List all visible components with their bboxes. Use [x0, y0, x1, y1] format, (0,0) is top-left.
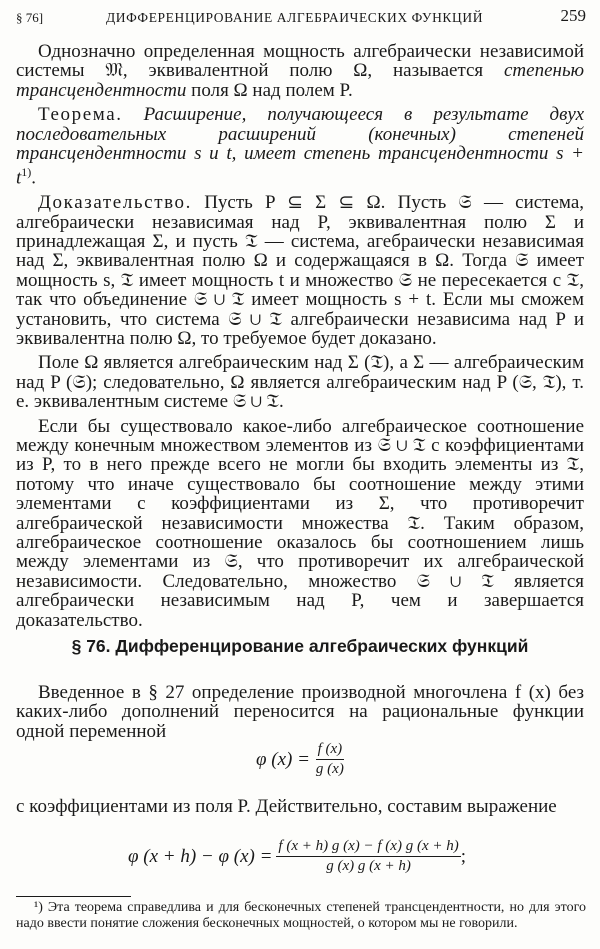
paragraph-theorem: Теорема. Расширение, получающееся в результате двух последовательных расширений (конечных) степеней трансцендентности s и t, имеет степень трансцендентности $s + t^{1)}$. — [16, 104, 584, 189]
theorem-label: Теорема. — [38, 104, 123, 126]
page-number: 259 — [560, 6, 586, 25]
running-title: ДИФФЕРЕНЦИРОВАНИЕ АЛГЕБРАИЧЕСКИХ ФУНКЦИЙ — [106, 10, 484, 25]
section-title: § 76. Дифференцирование алгебраических функций — [71, 636, 529, 656]
formula-phi-numerator: f (x) — [316, 741, 345, 760]
running-head — [16, 6, 586, 28]
paragraph-algebraic: Поле Ω является алгебраическим над Σ (𝔗), а Σ — алгебраическим над P (𝔖); следовательно, Ω является алгебраическим над P (𝔖, 𝔗), т. е. эквивалентным системе 𝔖 ∪ 𝔗. — [16, 352, 584, 413]
section-intro: Введенное в § 27 определение производной многочлена f (x) без каких-либо дополнений переносится на рациональные функции одной переменной — [16, 682, 584, 742]
proof-label: Доказательство. — [38, 192, 192, 214]
footnote: ¹) Эта теорема справедлива и для бесконечных степеней трансцендентности, но для этого надо ввести понятие сложения бесконечных мощностей, о котором мы не говорили. — [16, 900, 586, 931]
paragraph-definition: Однозначно определенная мощность алгебраически независимой системы 𝔐, эквивалентной полю Ω, называется степенью трансцендентности поля Ω над полем P. — [16, 41, 584, 101]
after-formula-text: с коэффициентами из поля P. Действительно, составим выражение — [16, 796, 557, 817]
formula-phi-denominator: g (x) — [315, 761, 344, 777]
main-text-block — [16, 42, 584, 630]
formula-difference-denominator: g (x) g (x + h) — [326, 858, 411, 874]
paragraph-independence: Если бы существовало какое-либо алгебраическое соотношение между конечным множеством элементов из 𝔖 ∪ 𝔗 с коэффициентами из P, то в него прежде всего не могли бы входить элементы из 𝔗, потому что иначе существовало бы соотношение между этими элементами с коэффициентами из Σ, что противоречит алгебраической независимости множества 𝔗. Таким образом, алгебраическое соотношение оказалось бы соотношением лишь между элементами из 𝔖, что противоречит их алгебраической независимости. Следовательно, множество 𝔖 ∪ 𝔗 является алгебраически независимым над P, чем и завершается доказательство. — [16, 415, 584, 631]
formula-difference: φ (x + h) − φ (x) = $\frac{f (x + h) g (x) - f (x) g (x + h)}{g (x) g (x + h)}$ ; — [128, 838, 466, 874]
footnote-marker: 1) — [21, 165, 32, 180]
formula-phi: φ (x) = $\frac{f (x)}{g (x)}$ — [256, 741, 344, 777]
footnote-divider — [16, 896, 131, 897]
formula-difference-numerator: f (x + h) g (x) − f (x) g (x + h) — [276, 838, 460, 857]
paragraph-proof: Доказательство. Пусть P ⊆ Σ ⊆ Ω. Пусть 𝔖 — система, алгебраически независимая над P, эквивалентная полю Σ и принадлежащая Σ, и пусть 𝔗 — система, агебраически независимая над Σ, эквивалентная полю Ω и содержащаяся в Ω. Тогда 𝔖 имеет мощность s, 𝔗 имеет мощность t и множество 𝔖 не пересекается с 𝔗, так что объединение 𝔖 ∪ 𝔗 имеет мощность s + t. Если мы сможем установить, что система 𝔖 ∪ 𝔗 алгебраически независима над P и эквивалентна полю Ω, то требуемое будет доказано. — [16, 192, 584, 350]
section-reference: § 76] — [16, 10, 44, 25]
